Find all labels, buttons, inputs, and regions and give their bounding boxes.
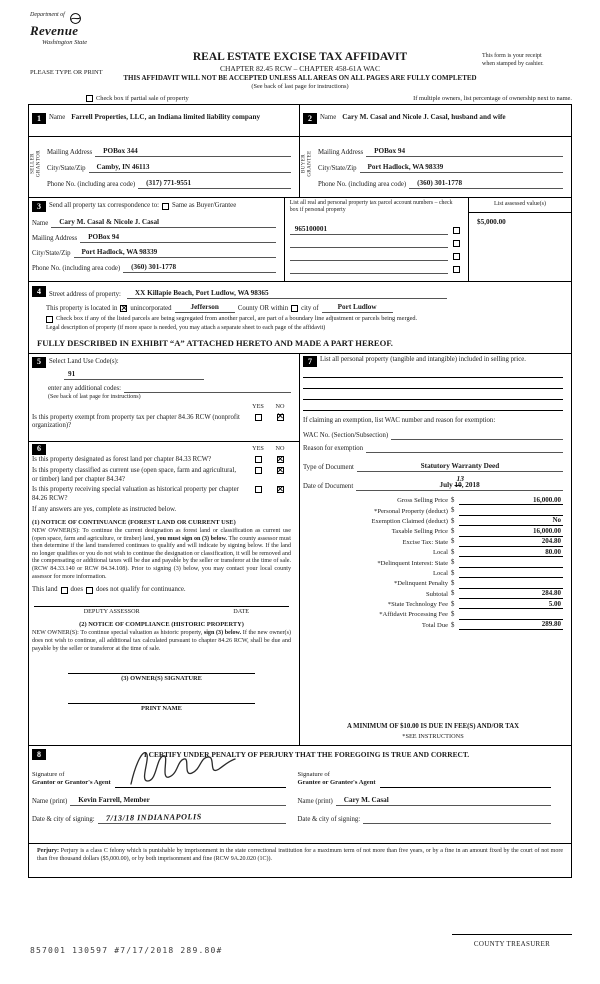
parcel-numbers-column — [284, 198, 468, 281]
grantor-date-city-cell: Date & city of signing: 7/13/18 INDIANAPOLIS — [32, 809, 298, 824]
grantee-signature-field[interactable] — [380, 764, 551, 788]
doc-date-row: Date of Document July 10 13 , 2018 — [303, 477, 563, 491]
section-1-seller — [29, 105, 300, 197]
gross-selling-price-value[interactable]: 16,000.00 — [459, 496, 563, 506]
receipt-note: This form is your receipt when stamped by cashier. — [482, 53, 544, 67]
state-technology-fee-value[interactable]: 5.00 — [459, 600, 563, 610]
section-6-numbox: 6 — [32, 444, 46, 455]
section-7-tax-computation — [300, 354, 571, 745]
grantor-signature-field[interactable] — [115, 764, 286, 788]
form-frame — [28, 104, 572, 878]
reason-row: Reason for exemption — [303, 440, 563, 453]
parcel-personal-checkbox-1[interactable] — [453, 227, 460, 234]
logo-state-text: Washington State — [42, 39, 88, 47]
personal-property-header: List all personal property (tangible and intangible) included in selling price. — [320, 356, 526, 363]
parcel-row-4 — [290, 261, 460, 274]
money-table — [303, 495, 563, 630]
grantee-signature-cell — [298, 764, 564, 788]
land-use-code-value[interactable]: 91 — [64, 370, 204, 380]
parcel-header: List all real and personal property tax parcel account numbers – check box if personal property — [289, 200, 453, 214]
money-row-delinquent-interest-state: *Delinquent Interest: State $ — [303, 557, 563, 567]
city-of-label: city of — [301, 304, 319, 312]
legal-description-label: Legal description of property (if more space is needed, you may attach a separate sheet to each page of the affidavit) — [46, 325, 326, 331]
county-name-value[interactable]: Jefferson — [175, 303, 235, 313]
section-2-numbox: 2 — [303, 113, 317, 124]
correspondence-mailing-value[interactable]: POBox 94 — [80, 233, 276, 243]
seller-csz-value[interactable]: Camby, IN 46113 — [89, 163, 291, 173]
owners-signature-label: (3) OWNER(S) SIGNATURE — [121, 675, 202, 683]
question-current-use: Is this property classified as current use (open space, farm and agricultural, or timber) land per chapter 84.34? ✕ — [32, 467, 291, 484]
section-5-see-back: (See back of last page for instructions) — [48, 394, 141, 400]
certify-text: I CERTIFY UNDER PENALTY OF PERJURY THAT THE FOREGOING IS TRUE AND CORRECT. — [143, 749, 470, 759]
correspondence-name-row: Name Cary M. Casal & Nicole J. Casal — [32, 213, 276, 228]
exemption-intro: If claiming an exemption, list WAC number and reason for exemption: — [303, 417, 496, 424]
seller-phone-label: Phone No. (including area code) — [47, 180, 136, 188]
owners-signature-line[interactable] — [68, 666, 254, 674]
buyer-csz-row — [318, 157, 563, 173]
form-title: REAL ESTATE EXCISE TAX AFFIDAVIT — [192, 51, 408, 63]
subtotal-value[interactable]: 284.80 — [459, 589, 563, 599]
partial-sale-label: Check box if partial sale of property — [96, 94, 189, 102]
buyer-mailing-value[interactable]: POBox 94 — [366, 147, 563, 157]
section-3-numbox: 3 — [32, 201, 46, 212]
money-row-delinquent-penalty: *Delinquent Penalty $ — [303, 578, 563, 588]
correspondence-phone-row: Phone No. (including area code) (360) 301-1778 — [32, 258, 276, 273]
seller-csz-label: City/State/Zip — [47, 164, 86, 172]
seller-phone-value[interactable]: (317) 771-9551 — [138, 179, 291, 189]
personal-property-deduct-value[interactable] — [459, 507, 563, 516]
seller-grantor-side-label: SELLER GRANTOR — [30, 150, 42, 177]
question-historic: Is this property receiving special valuation as historical property per chapter 84.26 RCW? ✕ — [32, 486, 291, 503]
multiple-owners-note: If multiple owners, list percentage of ownership next to name. — [413, 94, 572, 102]
minimum-fee-note: A MINIMUM OF $10.00 IS DUE IN FEE(S) AND/OR TAX — [346, 722, 520, 730]
deputy-date-label: DATE — [233, 607, 250, 615]
buyer-phone-value[interactable]: (360) 301-1778 — [409, 179, 563, 189]
grantee-date-city-value[interactable] — [363, 815, 551, 824]
parcel-number-4[interactable] — [290, 265, 448, 274]
additional-codes-value[interactable] — [124, 384, 291, 393]
does-qualify-checkbox[interactable] — [61, 587, 68, 594]
grantee-name-print-cell: Name (print) Cary M. Casal — [298, 791, 564, 806]
delinquent-interest-state-value[interactable] — [459, 559, 563, 568]
grantor-date-city-value[interactable]: 7/13/18 INDIANAPOLIS — [98, 813, 286, 824]
segregated-label: Check box if any of the listed parcels are being segregated from another parcel, are part of a boundary line adjustment or parcels being merged. — [56, 315, 418, 323]
buyer-name-value[interactable]: Cary M. Casal and Nicole J. Casal, husband and wife — [342, 113, 506, 121]
doc-date-handwritten-correction: 13 — [456, 474, 465, 483]
grantor-signature-label: Grantor or Grantor's Agent — [32, 779, 111, 787]
buyer-phone-label: Phone No. (including area code) — [318, 180, 407, 188]
buyer-mailing-label: Mailing Address — [318, 148, 364, 156]
buyer-csz-label: City/State/Zip — [318, 164, 357, 172]
affidavit-processing-fee-value[interactable] — [459, 611, 563, 620]
doc-type-value[interactable]: Statutory Warranty Deed — [357, 462, 563, 472]
buyer-csz-value[interactable]: Port Hadlock, WA 98339 — [360, 163, 563, 173]
same-as-buyer-label: Same as Buyer/Grantee — [172, 202, 237, 210]
wac-row: WAC No. (Section/Subsection) — [303, 427, 563, 440]
doc-date-value[interactable]: July 10 13 , 2018 — [356, 481, 563, 491]
please-type-or-print: PLEASE TYPE OR PRINT — [30, 69, 103, 76]
additional-codes-label: enter any additional codes: — [48, 384, 122, 392]
money-row-total-due: Total Due $ 289.80 — [421, 620, 561, 629]
logo-revenue-text: Revenue — [30, 23, 79, 38]
question-forest-land: Is this property designated as forest land per chapter 84.33 RCW? ✕ — [32, 456, 291, 465]
correspondence-mailing-row: Mailing Address POBox 94 — [32, 228, 276, 243]
see-back-note: (See back of last page for instructions) — [251, 83, 349, 90]
qualify-line: This land does does not qualify for continuance. — [32, 586, 186, 594]
street-address-value[interactable]: XX Killapie Beach, Port Ludlow, WA 98365 — [127, 289, 447, 299]
middle-sections-row — [29, 353, 571, 745]
forest-yes-checkbox[interactable] — [255, 456, 262, 463]
grantor-signature-pre: Signature of — [32, 770, 65, 778]
see-instructions-note: *SEE INSTRUCTIONS — [402, 733, 464, 741]
money-row-gross: Gross Selling Price $ 16,000.00 — [397, 495, 561, 505]
dor-logo — [30, 12, 150, 47]
city-checkbox[interactable] — [291, 305, 298, 312]
total-due-value[interactable]: 289.80 — [459, 620, 563, 630]
exempt-no-checkbox[interactable] — [277, 414, 284, 421]
buyer-grantee-side-label: BUYER GRANTEE — [301, 150, 313, 177]
partial-sale-row — [28, 93, 572, 104]
personal-property-line-1[interactable] — [303, 367, 563, 378]
notice-compliance-title: (2) NOTICE OF COMPLIANCE (HISTORIC PROPERTY) — [79, 621, 244, 629]
delinquent-penalty-value[interactable] — [459, 580, 563, 589]
correspondence-name-value[interactable]: Cary M. Casal & Nicole J. Casal — [51, 218, 276, 228]
assessed-value-header: List assessed value(s) — [469, 198, 571, 213]
unincorporated-checkbox[interactable] — [120, 305, 127, 312]
same-as-buyer-checkbox[interactable] — [162, 203, 169, 210]
section-2-buyer — [300, 105, 571, 197]
correspondence-phone-value[interactable]: (360) 301-1778 — [123, 263, 276, 273]
grantee-printed-name[interactable]: Cary M. Casal — [336, 796, 551, 806]
section-6-designations — [29, 442, 299, 745]
section-8-certification — [29, 745, 571, 843]
parcel-personal-checkbox-3[interactable] — [453, 253, 460, 260]
parcel-row-3 — [290, 248, 460, 261]
county-or-label: County OR within — [237, 304, 289, 312]
county-treasurer-label: COUNTY TREASURER — [452, 934, 572, 949]
personal-property-line-4[interactable] — [303, 400, 563, 411]
parcel-number-2[interactable] — [290, 239, 448, 248]
forest-no-checkbox[interactable] — [277, 456, 284, 463]
grantor-signature-scrawl — [123, 744, 238, 790]
seller-mailing-label: Mailing Address — [47, 148, 93, 156]
parcel-personal-checkbox-2[interactable] — [453, 240, 460, 247]
buyer-mailing-row — [318, 141, 563, 157]
perjury-text: Perjury is a class C felony which is punishable by imprisonment in the state correctional institution for a maximum term of not more than five years, or by a fine in an amount fixed by the court of not more than five thousand dollars ($5,000.00), or by both imprisonment and fine (RCW 9A.20.020 (1C)). — [37, 848, 563, 863]
personal-property-line-3[interactable] — [303, 389, 563, 400]
cashier-stamp-text: 857001 130597 #7/17/2018 289.80# — [30, 946, 223, 955]
print-name-label: PRINT NAME — [141, 705, 182, 713]
does-not-qualify-checkbox[interactable] — [86, 587, 93, 594]
section-6-yes-header: YES — [252, 445, 264, 453]
section-6-no-header: NO — [275, 445, 285, 453]
grantor-name-print-cell: Name (print) Kevin Farrell, Member — [32, 791, 298, 806]
buyer-name-label: Name — [320, 114, 337, 121]
historic-no-checkbox[interactable] — [277, 486, 284, 493]
delinquent-interest-local-value[interactable] — [459, 569, 563, 578]
seller-name-label: Name — [49, 114, 66, 121]
deputy-assessor-signature-line[interactable] — [34, 595, 289, 607]
grantor-signature-cell — [32, 764, 298, 788]
exempt-yes-checkbox[interactable] — [255, 414, 262, 421]
unincorporated-label: unincorporated — [130, 304, 172, 312]
current-use-yes-checkbox[interactable] — [255, 467, 262, 474]
personal-property-line-2[interactable] — [303, 378, 563, 389]
grantee-signature-label: Grantee or Grantee's Agent — [297, 779, 376, 787]
perjury-notice — [29, 843, 571, 877]
excise-state-value[interactable]: 204.80 — [459, 537, 563, 547]
parcel-number-3[interactable] — [290, 252, 448, 261]
seller-name-value[interactable]: Farrell Properties, LLC, an Indiana limited liability company — [71, 113, 261, 121]
money-row-delinquent-interest-local: Local $ — [303, 568, 563, 578]
section-5-no-header: NO — [275, 402, 285, 410]
money-row-state-technology-fee: *State Technology Fee $ 5.00 — [387, 599, 561, 609]
perjury-label: Perjury: — [37, 848, 59, 854]
seller-phone-row — [47, 173, 291, 189]
grantee-date-city-cell: Date & city of signing: — [298, 809, 564, 824]
located-pre-label: This property is located in — [46, 304, 118, 312]
notice-continuance-body: NEW OWNER(S): To continue the current designation as forest land or classification as current use (open space, farm and agriculture, or timber) land, you must sign on (3) below. The county assessor must then determine if the land transferred continues to qualify and will indicate by signing below. If the land no longer qualifies or you do not wish to continue the designation or classification, it will be removed and the compensating or additional taxes will be due and payable by the seller or transferor at the time of sale. (RCW 84.33.140 or RCW 84.34.108). Prior to signing (3) below, you may contact your local county assessor for more information. — [32, 527, 291, 580]
buyer-phone-row — [318, 173, 563, 189]
partial-sale-checkbox[interactable] — [86, 95, 93, 102]
land-use-title: Select Land Use Code(s): — [49, 357, 119, 365]
doc-type-row: Type of Document Statutory Warranty Deed — [303, 458, 563, 472]
money-row-excise-local: Local $ 80.00 — [432, 547, 561, 557]
warning-line: THIS AFFIDAVIT WILL NOT BE ACCEPTED UNLESS ALL AREAS ON ALL PAGES ARE FULLY COMPLETED — [123, 74, 477, 82]
money-row-subtotal: Subtotal $ 284.80 — [426, 589, 561, 598]
taxable-selling-price-value[interactable]: 16,000.00 — [459, 527, 563, 537]
current-use-no-checkbox[interactable] — [277, 467, 284, 474]
section-5-yes-header: YES — [252, 402, 264, 410]
section-5-land-use — [29, 354, 299, 442]
logo-dept-text: Department of — [30, 12, 65, 18]
correspondence-csz-value[interactable]: Port Hadlock, WA 98339 — [74, 248, 276, 258]
city-name-value[interactable]: Port Ludlow — [322, 303, 393, 313]
seller-buyer-row — [29, 105, 571, 197]
grantor-printed-name[interactable]: Kevin Farrell, Member — [70, 796, 285, 806]
notice-continuance-title: (1) NOTICE OF CONTINUANCE (FOREST LAND OR CURRENT USE) — [32, 518, 236, 526]
section-5-numbox: 5 — [32, 357, 46, 368]
print-name-line[interactable] — [68, 696, 254, 704]
deputy-assessor-label: DEPUTY ASSESSOR — [83, 607, 140, 615]
segregated-checkbox[interactable] — [46, 316, 53, 323]
parcel-personal-checkbox-4[interactable] — [453, 266, 460, 273]
seller-csz-row — [47, 157, 291, 173]
parcel-row-2 — [290, 235, 460, 248]
question-nonprofit-exempt: Is this property exempt from property tax per chapter 84.36 RCW (nonprofit organization)? ✕ — [32, 414, 291, 431]
section-4-property — [29, 281, 571, 353]
money-row-taxable: Taxable Selling Price $ 16,000.00 — [391, 526, 561, 536]
chapter-line: CHAPTER 82.45 RCW – CHAPTER 458-61A WAC — [220, 64, 380, 73]
section-1-numbox: 1 — [32, 113, 46, 124]
parcel-number-1[interactable]: 965100001 — [290, 225, 448, 235]
historic-yes-checkbox[interactable] — [255, 486, 262, 493]
exhibit-a-text: FULLY DESCRIBED IN EXHIBIT “A” ATTACHED HERETO AND MADE A PART HEREOF. — [37, 338, 393, 348]
if-yes-note: If any answers are yes, complete as instructed below. — [32, 506, 177, 514]
notice-compliance-body: NEW OWNER(S): To continue special valuation as historic property, sign (3) below. If the new owner(s) does not wish to continue, all additional tax calculated pursuant to chapter 84.26 RCW, shall be due and payable by the seller or transferor at the time of sale. — [32, 630, 291, 652]
section-3-correspondence — [29, 197, 571, 281]
street-address-label: Street address of property: — [49, 290, 121, 298]
money-row-excise-state: Excise Tax: State $ 204.80 — [402, 537, 561, 546]
assessed-value[interactable]: $5,000.00 — [477, 217, 506, 226]
money-row-exemption-claimed: Exemption Claimed (deduct) $ No — [371, 516, 561, 525]
assessed-value-column — [468, 198, 571, 281]
doc-date-struck: 10 — [454, 481, 462, 489]
money-row-personal-property: *Personal Property (deduct) $ — [303, 505, 563, 515]
section-4-numbox: 4 — [32, 286, 46, 297]
correspondence-csz-row: City/State/Zip Port Hadlock, WA 98339 — [32, 243, 276, 258]
money-row-affidavit-processing-fee: *Affidavit Processing Fee $ — [303, 609, 563, 619]
section-8-numbox: 8 — [32, 749, 46, 760]
grantee-signature-pre: Signature of — [297, 770, 330, 778]
exemption-claimed-value[interactable]: No — [459, 516, 563, 526]
reason-value[interactable] — [366, 444, 563, 453]
seller-mailing-value[interactable]: POBox 344 — [95, 147, 291, 157]
section-7-numbox: 7 — [303, 356, 317, 367]
wac-value[interactable] — [391, 431, 563, 440]
parcel-row-1 — [290, 222, 460, 235]
seller-mailing-row — [47, 141, 291, 157]
excise-local-value[interactable]: 80.00 — [459, 548, 563, 558]
send-correspondence-label: Send all property tax correspondence to: — [49, 202, 160, 210]
